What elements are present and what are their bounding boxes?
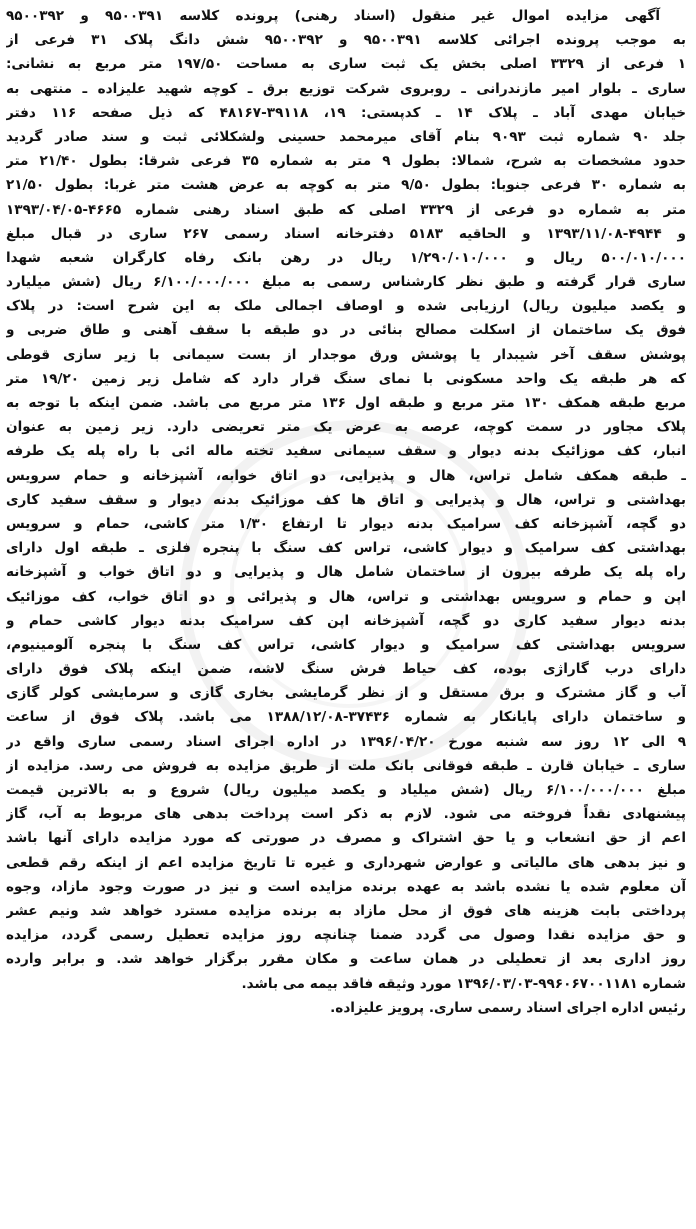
notice-line: به موجب پرونده اجرائی کلاسه ۹۵۰۰۳۹۱ و ۹۵۰۰۳۹۲ شش دانگ پلاک ۳۱ فرعی از	[6, 32, 686, 49]
notice-line: و نیز بدهی های مالیاتی و عوارض شهرداری و غیره تا تاریخ مزایده اعم از اینکه رقم قطعی	[6, 854, 686, 871]
notice-line: حدود مشخصات به شرح، شمالا: بطول ۹ متر به شماره ۳۵ فرعی شرقا: بطول ۲۱/۴۰ متر	[6, 153, 686, 170]
notice-signature-line: رئیس اداره اجرای اسناد رسمی ساری. پرویز علیزاده.	[330, 999, 686, 1016]
notice-line: دارای درب گاراژی بوده، کف حیاط فرش سنگ لاشه، ضمن اینکه پلاک فوق دارای	[6, 661, 686, 678]
notice-line: روز اداری بعد از تعطیلی در همان ساعت و مکان مقرر برگزار خواهد شد. و برابر وارده	[6, 951, 686, 968]
notice-line: مربع طبقه همکف ۱۳۰ متر مربع و طبقه اول ۱۳۶ متر مربع می باشد. ضمن اینکه با توجه به	[6, 395, 686, 411]
notice-line: فوق یک ساختمان از اسکلت مصالح بنائی در دو طبقه با سقف آهنی و طاق ضربی و	[6, 322, 686, 339]
notice-line: ساری قرار گرفته و طبق نظر کارشناس رسمی به مبلغ ۶/۱۰۰/۰۰۰/۰۰۰ ریال (شش میلیارد	[6, 274, 686, 291]
notice-line: به شماره ۳۰ فرعی جنوبا: بطول ۹/۵۰ متر به کوچه به عرض هشت متر غربا: بطول ۲۱/۵۰	[6, 177, 686, 194]
notice-line: آن معلوم شده یا نشده باشد به عهده برنده مزایده است و نیز در صورت وجود مازاد، وجوه	[6, 878, 686, 895]
notice-line: و ۴۹۴۴-۱۳۹۳/۱۱/۰۸ و الحاقیه ۵۱۸۳ دفترخانه اسناد رسمی ۲۶۷ ساری در قبال مبلغ	[6, 225, 686, 242]
notice-line: جلد ۹۰ شماره ثبت ۹۰۹۳ بنام آقای میرمحمد حسینی ولشکلائی ثبت و سند صادر گردید	[6, 128, 686, 145]
notice-line: خیابان مهدی آباد ـ پلاک ۱۴ ـ کدپستی: ۱۹، ۳۹۱۱۸-۴۸۱۶۷ که ذیل صفحه ۱۱۶ دفتر	[6, 104, 686, 121]
notice-line: و حق مزایده نقدا وصول می گردد ضمنا چنانچه روز مزایده تعطیل رسمی گردد، مزایده	[6, 927, 686, 944]
notice-line: بهداشتی کف سرامیک و دیوار کاشی، تراس کف سنگ با پنجره فلزی ـ طبقه اول دارای	[6, 540, 686, 557]
auction-notice	[6, 4, 686, 1020]
notice-line: آب و گاز مشترک و برق مستقل و از نظر گرمایشی بخاری گازی و سرمایشی کولر گازی	[6, 685, 686, 702]
notice-line: دو گچه، آشپزخانه کف سرامیک بدنه دیوار تا ارتفاع ۱/۳۰ متر کاشی، حمام و سرویس	[6, 515, 686, 532]
notice-line: پیشنهادی نقداً فروخته می شود. لازم به ذکر است پرداخت بدهی های مربوط به آب، گاز	[6, 806, 686, 823]
notice-line: اپن و حمام و سرویس بهداشتی و تراس، هال و پذیرائی و دو اتاق خواب، کف موزائیک	[6, 588, 686, 605]
notice-line: پرداختی بابت هزینه های فوق از محل مازاد به برنده مزایده مسترد خواهد شد ونیم عشر	[6, 902, 686, 919]
notice-line: راه پله یک طرفه بیرون از ساختمان شامل هال و پذیرایی و دو اتاق خواب و آشپزخانه	[6, 564, 686, 581]
notice-line: ـ طبقه همکف شامل تراس، هال و پذیرایی، دو اتاق خوابه، آشپزخانه و حمام سرویس	[6, 467, 686, 484]
notice-line: انبار، کف موزائیک بدنه دیوار و سقف سیمانی سفید تخته ماله ائی با راه پله یک طرفه	[6, 443, 686, 460]
notice-line: شماره ۹۹۶۰۶۷۰۰۱۱۸۱-۱۳۹۶/۰۳/۰۳ مورد وثیقه فاقد بیمه می باشد.	[241, 975, 686, 992]
notice-line: پلاک مجاور در سمت کوچه، عرصه به عرض یک متر تعریضی دارد. زیر زمین به عنوان	[6, 419, 686, 436]
notice-line: ساری ـ بلوار امیر مازندرانی ـ روبروی شرکت توزیع برق ـ کوچه شهید علیزاده ـ منتهی به	[6, 80, 686, 97]
notice-line: ۱ فرعی از ۳۳۲۹ اصلی بخش یک ثبت ساری به مساحت ۱۹۷/۵۰ متر مربع به نشانی:	[6, 56, 686, 73]
notice-line: متر به شماره دو فرعی از ۳۳۲۹ اصلی که طبق اسناد رهنی شماره ۴۶۶۵-۱۳۹۳/۰۴/۰۵	[6, 201, 686, 218]
notice-line: و یکصد میلیون ریال) ارزیابی شده و اوصاف اجمالی ملک به این شرح است: در پلاک	[6, 298, 686, 315]
notice-line: بدنه دیوار سفید کاری دو گچه، آشپزخانه اپن کف سرامیک بدنه دیوار کاشی حمام و	[6, 612, 686, 629]
notice-line: ساری ـ خیابان قارن ـ طبقه فوقانی بانک ملت از طریق مزایده به فروش می رسد. مزایده از	[6, 757, 686, 774]
notice-line: اعم از حق انشعاب و یا حق اشتراک و مصرف در صورتی که مورد مزایده دارای آنها باشد	[6, 830, 686, 847]
notice-line: ۵۰۰/۰۱۰/۰۰۰ ریال و ۱/۲۹۰/۰۱۰/۰۰۰ ریال در رهن بانک رفاه کارگران شعبه شهدا	[6, 249, 686, 266]
notice-line: سرویس بهداشتی کف سرامیک و دیوار کاشی، تراس کف سنگ با پنجره آلومینیوم،	[6, 636, 686, 653]
notice-line: پوشش سقف آخر شیبدار یا پوشش ورق موجدار از بست سیمانی با زیر سازی قوطی	[6, 346, 686, 363]
notice-line: ۹ الی ۱۲ روز سه شنبه مورخ ۱۳۹۶/۰۴/۲۰ در اداره اجرای اسناد رسمی ساری واقع در	[6, 733, 686, 750]
notice-line: بهداشتی و تراس، هال و پذیرایی و اتاق ها کف موزائیک بدنه دیوار و سقف سفید کاری	[6, 491, 686, 508]
notice-line: و ساختمان دارای پایانکار به شماره ۳۷۴۳۶-۱۳۸۸/۱۲/۰۸ می باشد. پلاک فوق از ساعت	[6, 709, 686, 726]
notice-line: که هر طبقه یک واحد مسکونی با نمای سنگ قرار دارد که شامل زیر زمین ۱۹/۲۰ متر	[6, 370, 686, 387]
notice-line: مبلغ ۶/۱۰۰/۰۰۰/۰۰۰ ریال (شش میلیاد و یکصد میلیون ریال) شروع و به بالاترین قیمت	[6, 782, 686, 798]
notice-title-line: آگهی مزایده اموال غیر منقول (اسناد رهنی) پرونده کلاسه ۹۵۰۰۳۹۱ و ۹۵۰۰۳۹۲	[6, 8, 660, 24]
